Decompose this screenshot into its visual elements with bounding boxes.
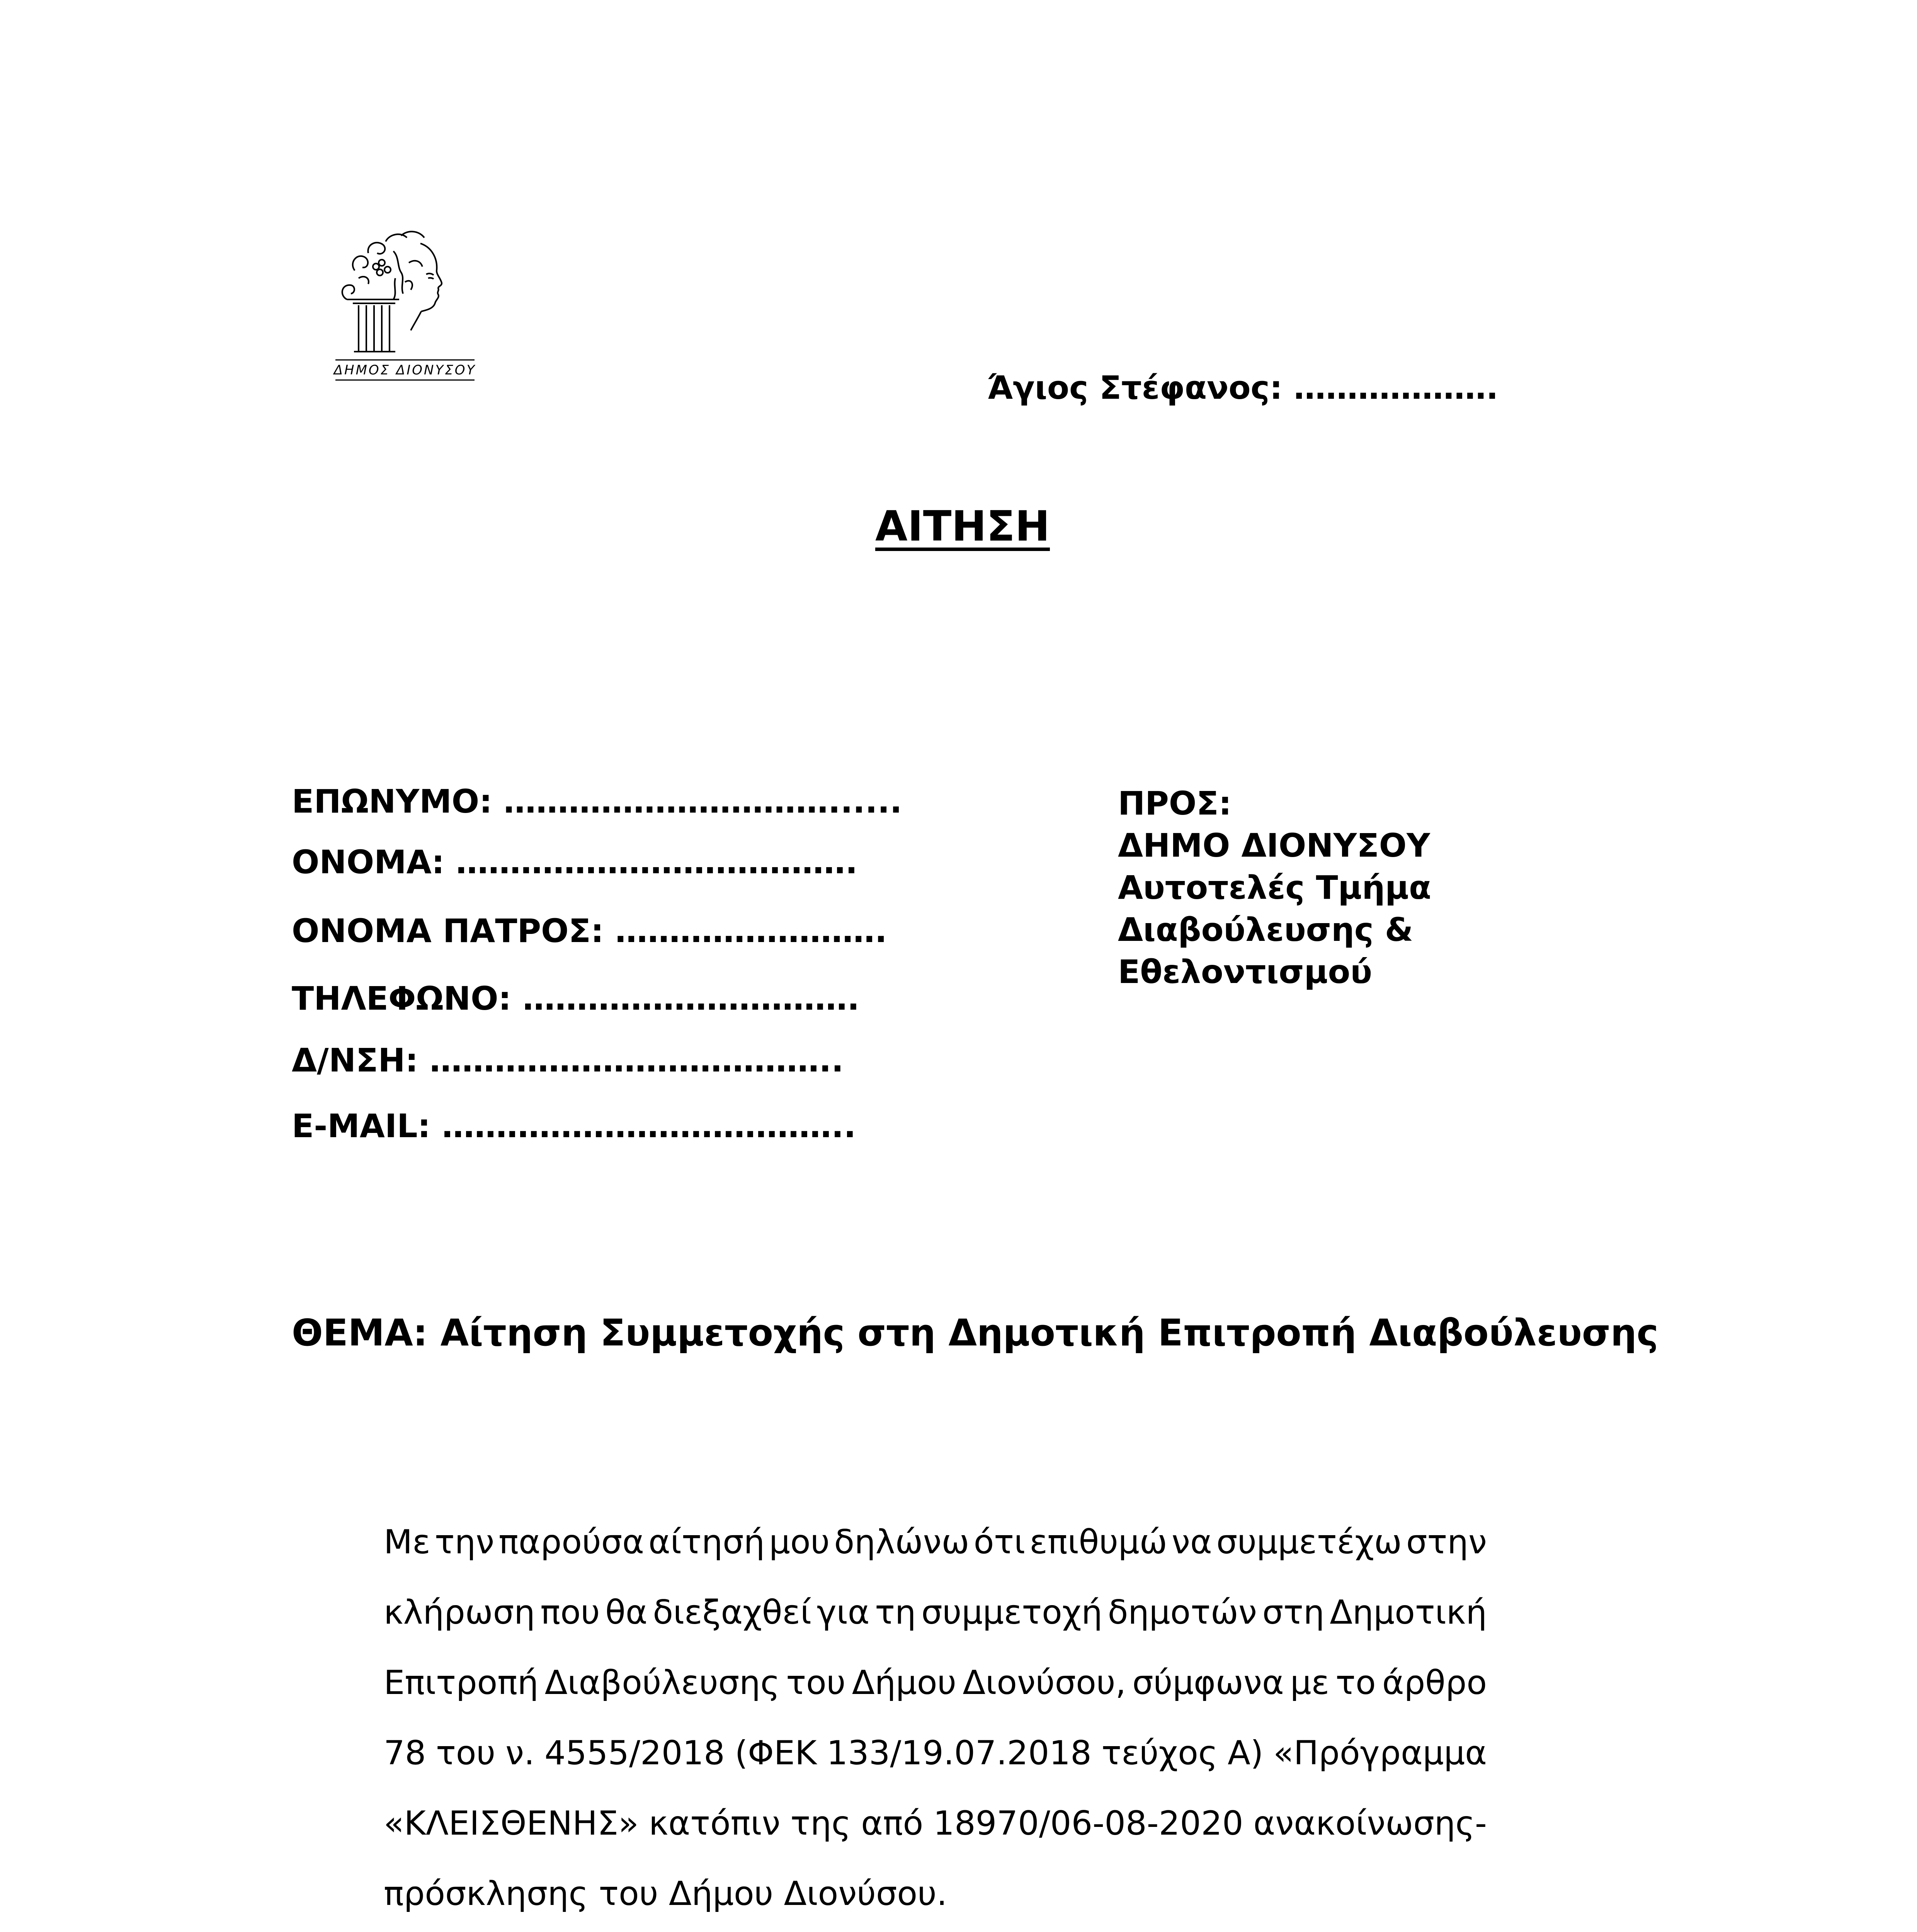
municipality-logo bbox=[332, 220, 478, 390]
first-name-field: ΟΝΟΜΑ: ………………………………. bbox=[292, 843, 858, 881]
recipient-block bbox=[1118, 782, 1431, 993]
body-paragraph bbox=[384, 1507, 1487, 1929]
recipient-line: ΔΗΜΟ ΔΙΟΝΥΣΟΥ bbox=[1118, 827, 1430, 864]
subject-line: ΘΕΜΑ: Αίτηση Συμμετοχής στη Δημοτική Επιτροπή Διαβούλευσης bbox=[292, 1312, 1658, 1354]
dionysus-head-column-logo-icon bbox=[332, 220, 478, 367]
father-name-field: ΟΝΟΜΑ ΠΑΤΡΟΣ: ……………………. bbox=[292, 912, 887, 950]
surname-field: ΕΠΩΝΥΜΟ: …………………………...... bbox=[292, 782, 902, 820]
address-field: Δ/ΝΣΗ: ……………………………….. bbox=[292, 1041, 844, 1079]
recipient-line: Διαβούλευσης & bbox=[1118, 911, 1414, 949]
recipient-line: Αυτοτελές Τμήμα bbox=[1118, 869, 1431, 906]
logo-rule-top bbox=[335, 359, 475, 361]
body-line: πρόσκλησης του Δήμου Διονύσου. bbox=[384, 1874, 947, 1913]
email-field: E-MAIL: ……………………………….. bbox=[292, 1107, 856, 1145]
body-line: Επιτροπή Διαβούλευσης του Δήμου Διονύσου, σύμφωνα με το άρθρο bbox=[384, 1663, 1487, 1702]
body-line: Με την παρούσα αίτησή μου δηλώνω ότι επιθυμώ να συμμετέχω στην bbox=[384, 1523, 1487, 1561]
body-line: κλήρωση που θα διεξαχθεί για τη συμμετοχή δημοτών στη Δημοτική bbox=[384, 1593, 1487, 1632]
body-line: 78 του ν. 4555/2018 (ΦΕΚ 133/19.07.2018 τεύχος Α) «Πρόγραμμα bbox=[384, 1734, 1487, 1772]
recipient-line: ΠΡΟΣ: bbox=[1118, 784, 1232, 822]
document-title: ΑΙΤΗΣΗ bbox=[875, 502, 1050, 551]
place-date-line: Άγιος Στέφανος: ………………. bbox=[987, 369, 1499, 406]
phone-field: ΤΗΛΕΦΩΝΟ: …………………………. bbox=[292, 980, 860, 1017]
logo-caption: ΔΗΜΟΣ ΔΙΟΝΥΣΟΥ bbox=[333, 362, 476, 378]
logo-rule-bottom bbox=[335, 379, 475, 381]
body-line: «ΚΛΕΙΣΘΕΝΗΣ» κατόπιν της από 18970/06-08-2020 ανακοίνωσης- bbox=[384, 1804, 1487, 1843]
recipient-line: Εθελοντισμού bbox=[1118, 953, 1372, 991]
